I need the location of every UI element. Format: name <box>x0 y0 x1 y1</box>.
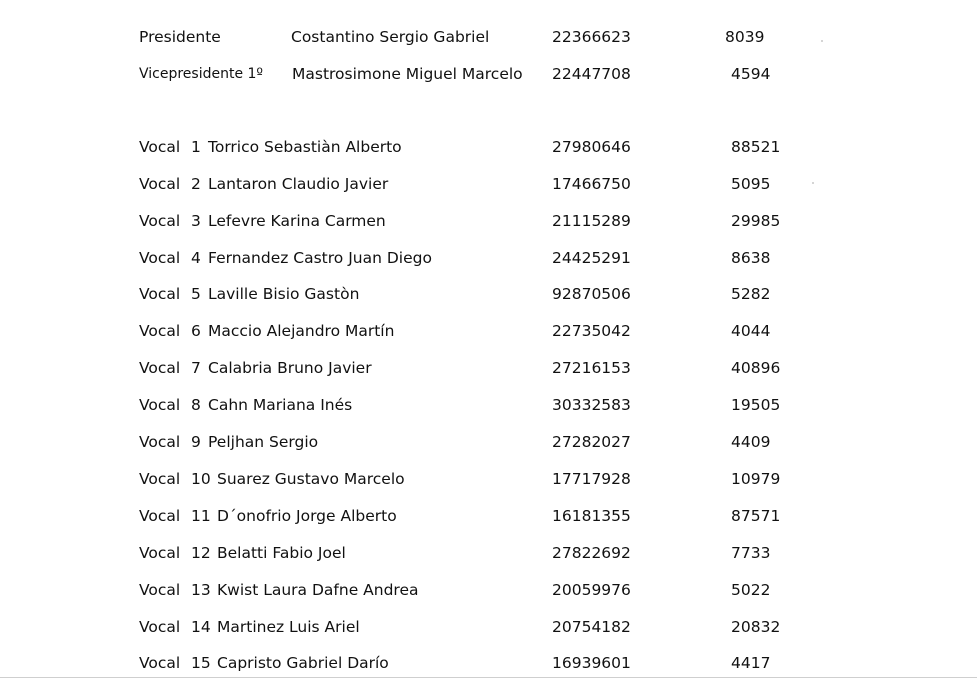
vocal-id-number: 88521 <box>731 138 781 156</box>
vocal-number: 13 <box>191 581 211 599</box>
vocal-row <box>0 134 977 160</box>
vocal-number: 2 <box>191 175 201 193</box>
officer-dni: 22366623 <box>552 28 631 46</box>
vocal-dni: 92870506 <box>552 285 631 303</box>
vocal-dni: 24425291 <box>552 249 631 267</box>
vocal-id-number: 8638 <box>731 249 771 267</box>
vocal-name: Capristo Gabriel Darío <box>217 654 389 672</box>
officer-role: Presidente <box>139 28 221 46</box>
vocal-dni: 30332583 <box>552 396 631 414</box>
vocal-dni: 27282027 <box>552 433 631 451</box>
vocal-label: Vocal <box>139 654 181 672</box>
vocal-name: Laville Bisio Gastòn <box>208 285 360 303</box>
vocal-dni: 27980646 <box>552 138 631 156</box>
vocal-row <box>0 614 977 640</box>
vocal-id-number: 7733 <box>731 544 771 562</box>
vocal-id-number: 29985 <box>731 212 781 230</box>
vocal-name: Peljhan Sergio <box>208 433 319 451</box>
vocal-name: Maccio Alejandro Martín <box>208 322 395 340</box>
vocal-row <box>0 355 977 381</box>
vocal-dni: 27216153 <box>552 359 631 377</box>
vocal-name: Calabria Bruno Javier <box>208 359 372 377</box>
vocal-number: 14 <box>191 618 211 636</box>
vocal-label: Vocal <box>139 544 181 562</box>
vocal-number: 9 <box>191 433 201 451</box>
officer-role: Vicepresidente 1º <box>139 66 264 82</box>
vocal-name: Belatti Fabio Joel <box>217 544 346 562</box>
vocal-label: Vocal <box>139 507 181 525</box>
vocal-dni: 16939601 <box>552 654 631 672</box>
vocal-name: Torrico Sebastiàn Alberto <box>208 138 402 156</box>
vocal-name: Cahn Mariana Inés <box>208 396 353 414</box>
vocal-row <box>0 392 977 418</box>
vocal-label: Vocal <box>139 249 181 267</box>
vocal-id-number: 10979 <box>731 470 781 488</box>
vocal-id-number: 40896 <box>731 359 781 377</box>
vocal-label: Vocal <box>139 396 181 414</box>
vocal-dni: 20754182 <box>552 618 631 636</box>
vocal-name: Lefevre Karina Carmen <box>208 212 386 230</box>
vocal-name: Fernandez Castro Juan Diego <box>208 249 432 267</box>
vocal-number: 10 <box>191 470 211 488</box>
vocal-number: 15 <box>191 654 211 672</box>
vocal-dni: 21115289 <box>552 212 631 230</box>
vocal-name: Martinez Luis Ariel <box>217 618 360 636</box>
vocal-number: 8 <box>191 396 201 414</box>
vocal-number: 3 <box>191 212 201 230</box>
vocal-id-number: 4417 <box>731 654 771 672</box>
vocal-label: Vocal <box>139 285 181 303</box>
vocal-label: Vocal <box>139 322 181 340</box>
vocal-number: 5 <box>191 285 201 303</box>
officer-dni: 22447708 <box>552 65 631 83</box>
vocal-name: Lantaron Claudio Javier <box>208 175 389 193</box>
vocal-number: 1 <box>191 138 201 156</box>
officer-row-presidente <box>0 24 977 50</box>
vocal-row <box>0 245 977 271</box>
vocal-row <box>0 429 977 455</box>
vocal-dni: 20059976 <box>552 581 631 599</box>
vocal-number: 4 <box>191 249 201 267</box>
vocal-number: 6 <box>191 322 201 340</box>
vocal-id-number: 4044 <box>731 322 771 340</box>
vocal-row <box>0 503 977 529</box>
vocal-dni: 16181355 <box>552 507 631 525</box>
scan-speck <box>812 182 814 184</box>
vocal-number: 12 <box>191 544 211 562</box>
vocal-id-number: 4409 <box>731 433 771 451</box>
officer-number: 8039 <box>725 28 765 46</box>
vocal-row <box>0 318 977 344</box>
vocal-row <box>0 577 977 603</box>
vocal-label: Vocal <box>139 618 181 636</box>
vocal-dni: 27822692 <box>552 544 631 562</box>
vocal-name: Kwist Laura Dafne Andrea <box>217 581 419 599</box>
vocal-number: 11 <box>191 507 211 525</box>
officer-row-vicepresidente <box>0 61 977 87</box>
vocal-dni: 17466750 <box>552 175 631 193</box>
vocal-label: Vocal <box>139 433 181 451</box>
vocal-id-number: 20832 <box>731 618 781 636</box>
vocal-row <box>0 540 977 566</box>
vocal-row <box>0 171 977 197</box>
vocal-row <box>0 650 977 676</box>
vocal-dni: 17717928 <box>552 470 631 488</box>
vocal-name: D´onofrio Jorge Alberto <box>217 507 397 525</box>
vocal-row <box>0 466 977 492</box>
vocal-dni: 22735042 <box>552 322 631 340</box>
vocal-label: Vocal <box>139 581 181 599</box>
page-bottom-edge <box>0 677 977 678</box>
vocal-label: Vocal <box>139 138 181 156</box>
officer-number: 4594 <box>731 65 771 83</box>
vocal-id-number: 5095 <box>731 175 771 193</box>
vocal-id-number: 5282 <box>731 285 771 303</box>
vocal-row <box>0 208 977 234</box>
officer-name: Mastrosimone Miguel Marcelo <box>292 65 523 83</box>
vocal-label: Vocal <box>139 470 181 488</box>
vocal-id-number: 87571 <box>731 507 781 525</box>
vocal-number: 7 <box>191 359 201 377</box>
vocal-id-number: 5022 <box>731 581 771 599</box>
vocal-label: Vocal <box>139 359 181 377</box>
vocal-row <box>0 281 977 307</box>
vocal-name: Suarez Gustavo Marcelo <box>217 470 405 488</box>
vocal-id-number: 19505 <box>731 396 781 414</box>
officer-name: Costantino Sergio Gabriel <box>291 28 490 46</box>
vocal-label: Vocal <box>139 175 181 193</box>
scan-speck <box>821 40 823 42</box>
vocal-label: Vocal <box>139 212 181 230</box>
